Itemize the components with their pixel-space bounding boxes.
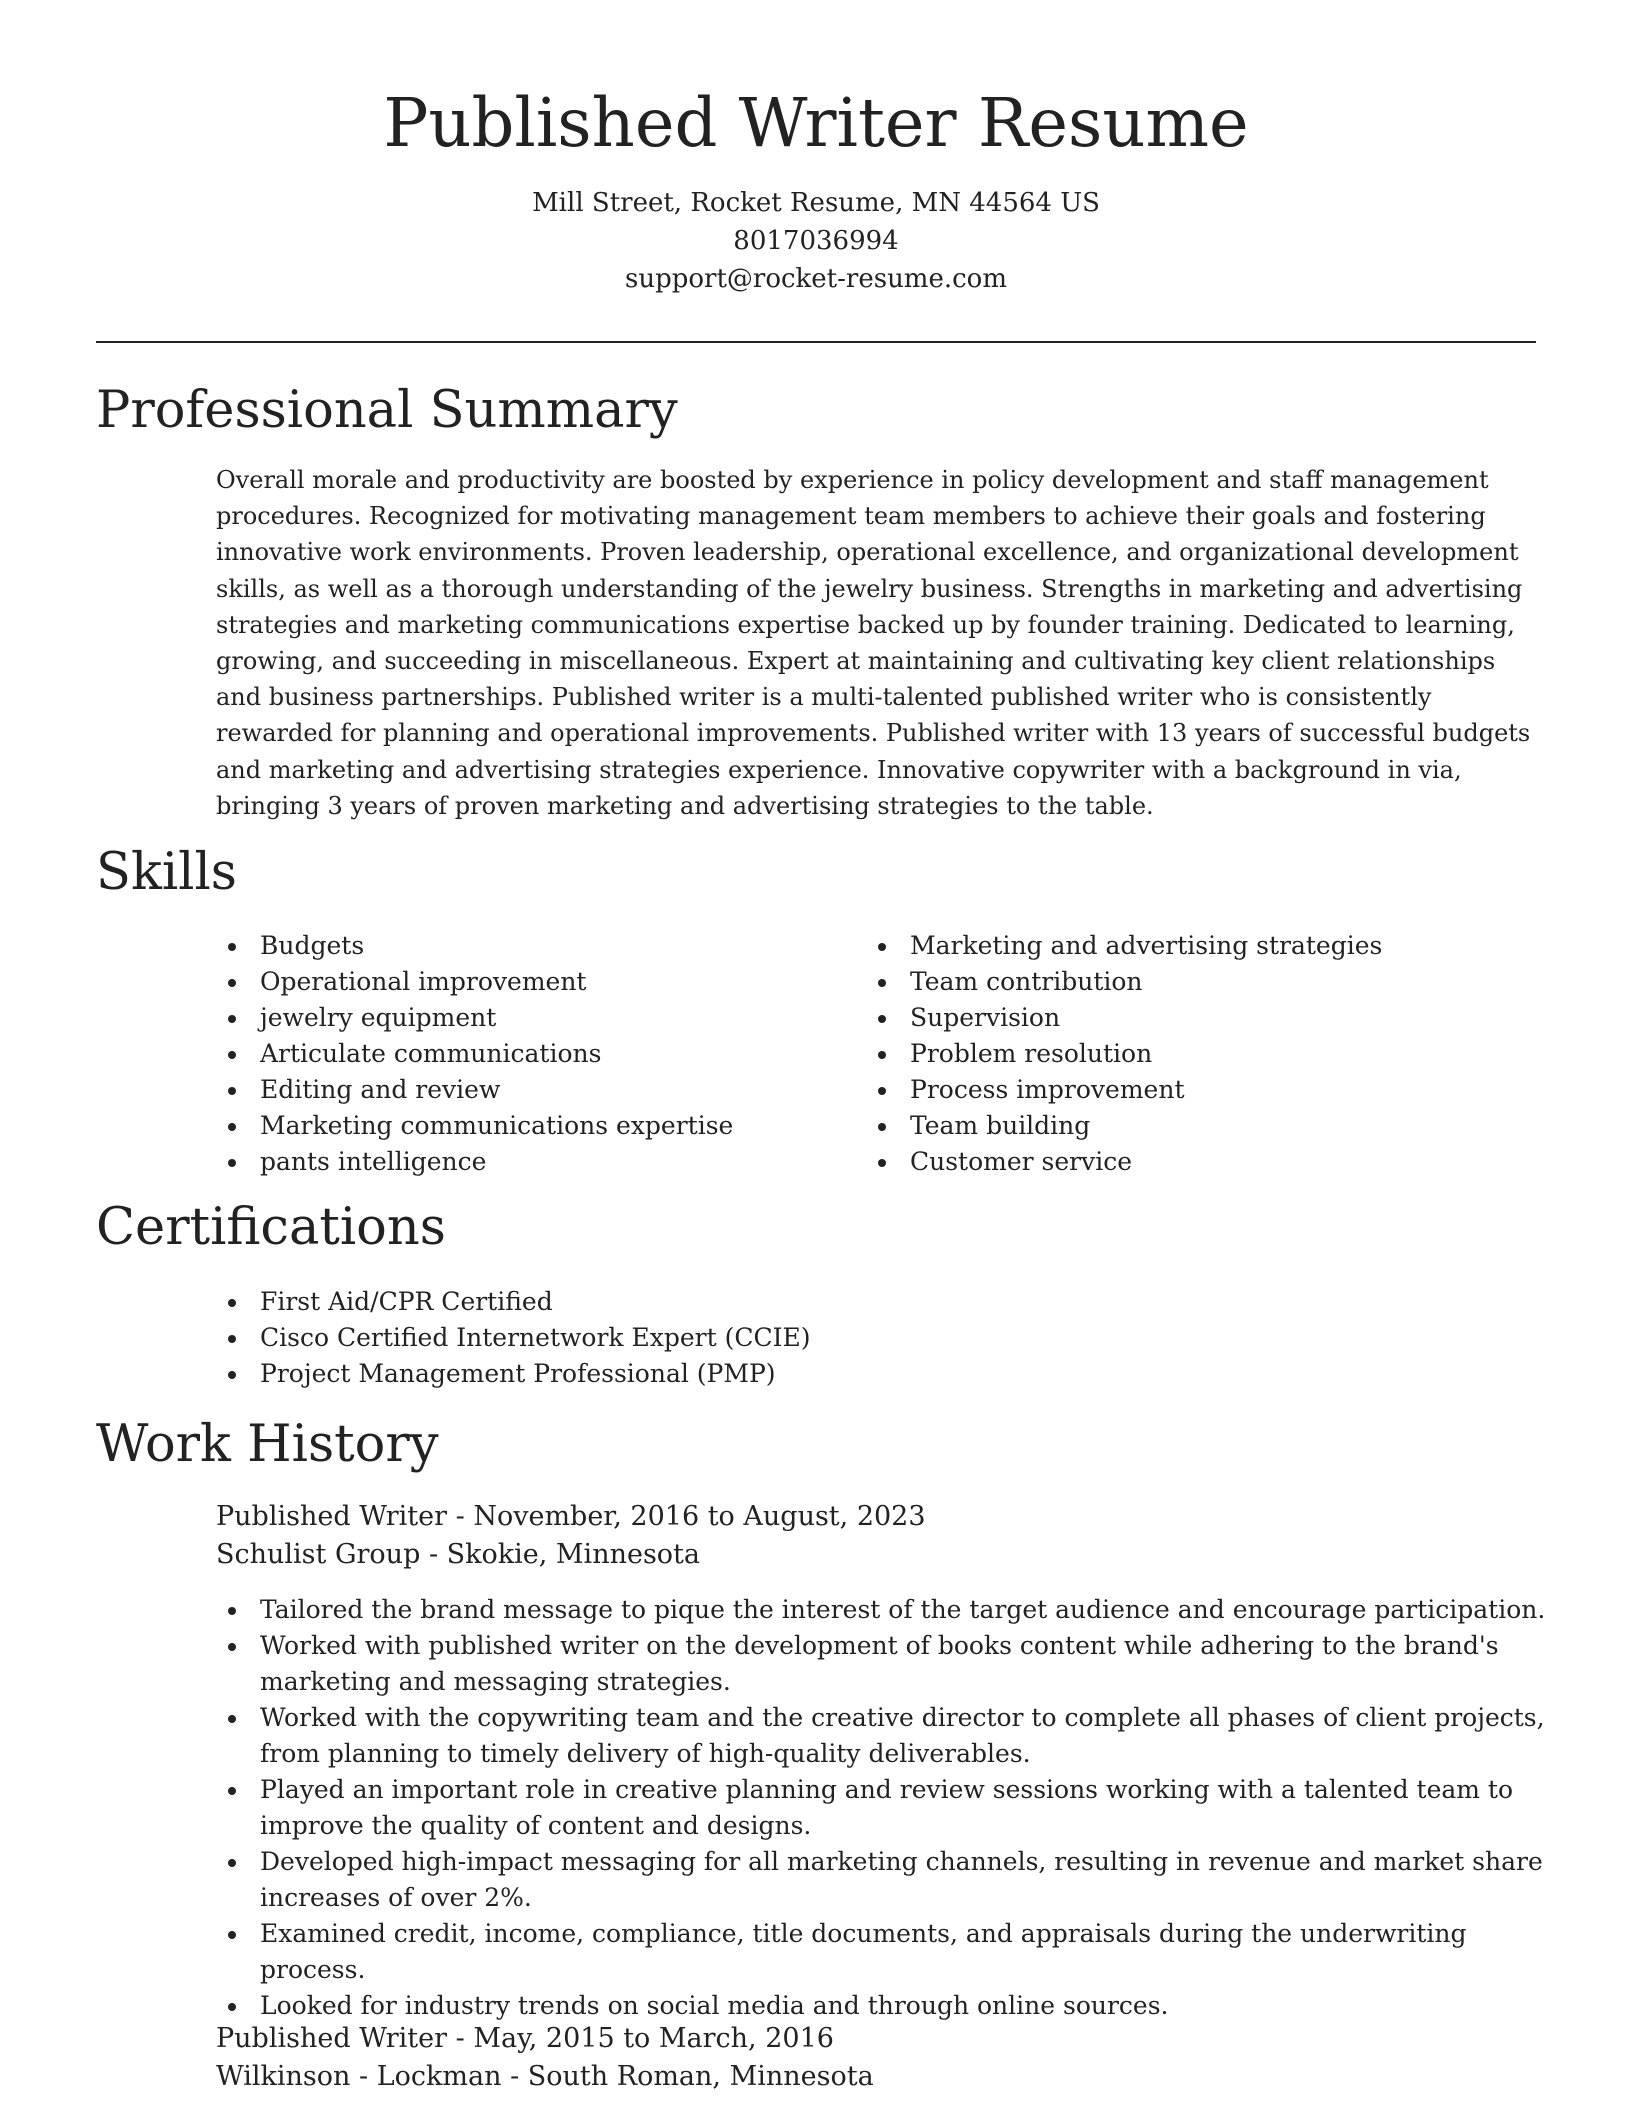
contact-block [0,184,1632,298]
skill-item: Operational improvement [216,964,836,1000]
skill-item: pants intelligence [216,1144,836,1180]
job-title-line: Published Writer - November, 2016 to August, 2023 [216,1501,926,1532]
skill-item: Supervision [866,1000,1526,1036]
certifications-heading: Certifications [96,1198,446,1257]
job-bullet-list [216,1592,1556,2024]
job-location: South Roman, Minnesota [527,2061,874,2092]
job-title: Published Writer [216,2023,448,2054]
job-title: Published Writer [216,1501,448,1532]
skill-item: Marketing and advertising strategies [866,928,1526,964]
skill-item: jewelry equipment [216,1000,836,1036]
summary-text: Overall morale and productivity are boosted by experience in policy development and staff management procedures. Recognized for motivating management team members to achieve their goals and fostering innovative work environments. Proven leadership, operational excellence, and organizational development skills, as well as a thorough understanding of the jewelry business. Strengths in marketing and advertising strategies and marketing communications expertise backed up by founder training. Dedicated to learning, growing, and succeeding in miscellaneous. Expert at maintaining and cultivating key client relationships and business partnerships. Published writer is a multi-talented published writer who is consistently rewarded for planning and operational improvements. Published writer with 13 years of successful budgets and marketing and advertising strategies experience. Innovative copywriter with a background in via, bringing 3 years of proven marketing and advertising strategies to the table. [216,466,1531,820]
job-dates: November, 2016 to August, 2023 [473,1501,926,1532]
job-header [216,1498,1536,1574]
job-company-line: Wilkinson - Lockman - South Roman, Minnesota [216,2061,874,2092]
job-bullet: Examined credit, income, compliance, title documents, and appraisals during the underwriting process. [216,1916,1556,1988]
skill-item: Team building [866,1108,1526,1144]
job-bullet: Developed high-impact messaging for all marketing channels, resulting in revenue and market share increases of over 2%. [216,1844,1556,1916]
contact-phone: 8017036994 [733,226,899,256]
job-company-line: Schulist Group - Skokie, Minnesota [216,1539,701,1570]
certification-item: Cisco Certified Internetwork Expert (CCIE) [216,1320,1516,1356]
skills-list-right [866,928,1526,1180]
certifications-list [216,1284,1516,1392]
job-company: Wilkinson - Lockman [216,2061,502,2092]
skill-item: Budgets [216,928,836,964]
work-history-heading: Work History [96,1415,439,1474]
job-bullet: Worked with the copywriting team and the creative director to complete all phases of client projects, from planning to timely delivery of high-quality deliverables. [216,1700,1556,1772]
skill-item: Process improvement [866,1072,1526,1108]
contact-address: Mill Street, Rocket Resume, MN 44564 US [532,188,1100,218]
resume-title: Published Writer Resume [383,84,1249,162]
skill-item: Team contribution [866,964,1526,1000]
contact-email: support@rocket-resume.com [624,264,1007,294]
job-bullet: Looked for industry trends on social media and through online sources. [216,1988,1556,2024]
skill-item: Problem resolution [866,1036,1526,1072]
certification-item: Project Management Professional (PMP) [216,1356,1516,1392]
job-header [216,2020,1536,2096]
skills-list-left [216,928,836,1180]
certification-item: First Aid/CPR Certified [216,1284,1516,1320]
header-divider [96,341,1536,343]
skill-item: Customer service [866,1144,1526,1180]
job-title-line: Published Writer - May, 2015 to March, 2016 [216,2023,834,2054]
summary-heading: Professional Summary [96,381,678,440]
job-bullet: Played an important role in creative planning and review sessions working with a talented team to improve the quality of content and designs. [216,1772,1556,1844]
job-bullet: Worked with published writer on the development of books content while adhering to the brand's marketing and messaging strategies. [216,1628,1556,1700]
skill-item: Editing and review [216,1072,836,1108]
skills-heading: Skills [96,843,237,902]
skill-item: Articulate communications [216,1036,836,1072]
job-dates: May, 2015 to March, 2016 [473,2023,834,2054]
resume-header [0,80,1632,298]
job-location: Skokie, Minnesota [446,1539,701,1570]
job-bullet: Tailored the brand message to pique the interest of the target audience and encourage participation. [216,1592,1556,1628]
skill-item: Marketing communications expertise [216,1108,836,1144]
job-company: Schulist Group [216,1539,421,1570]
